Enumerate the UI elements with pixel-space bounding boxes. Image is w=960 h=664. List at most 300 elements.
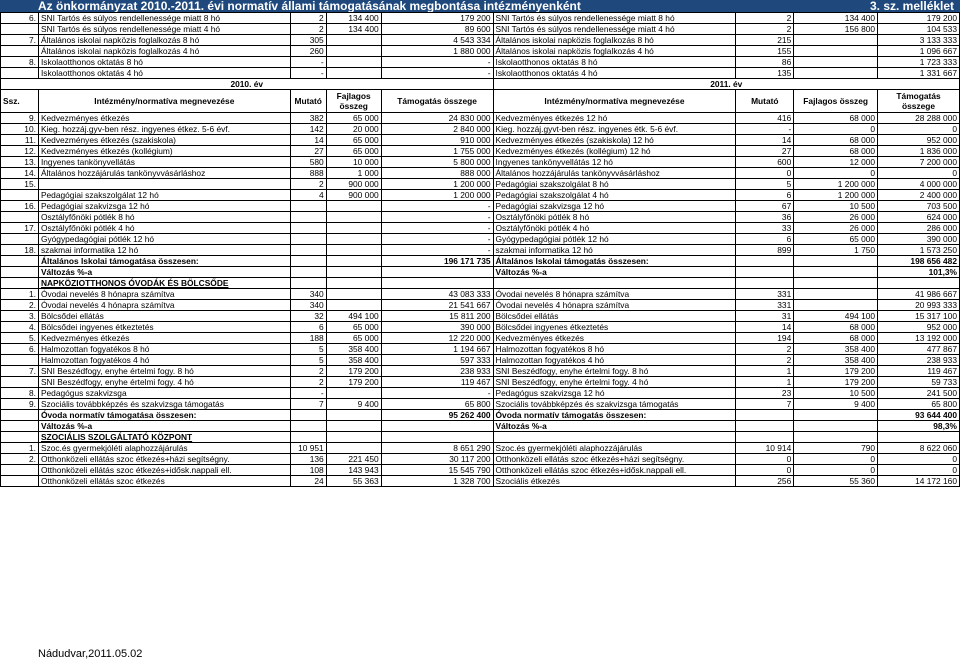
table-cell [736,278,794,289]
table-cell: SNI Beszédfogy, enyhe értelmi fogy. 8 hó [493,366,736,377]
table-cell [290,278,326,289]
table-cell [1,234,39,245]
table-row [1,46,960,57]
table-cell: 2 400 000 [878,190,960,201]
table-cell [326,256,381,267]
table-cell: 20 000 [326,124,381,135]
table-cell [794,432,878,443]
table-cell [326,421,381,432]
table-cell: 4. [1,322,39,333]
table-cell: Halmozottan fogyatékos 4 hó [38,355,290,366]
table-cell: 2 [736,24,794,35]
year-2011-label: 2011. év [493,79,959,90]
table-cell: Általános Iskolai támogatás összesen: [493,256,736,267]
table-cell: Otthonközeli ellátás szoc étkezés+idősk.nappali ell. [493,465,736,476]
table-cell [1,46,39,57]
table-cell: 382 [290,113,326,124]
table-cell: Gyógypedagógiai pótlék 12 hó [38,234,290,245]
table-cell [1,68,39,79]
table-cell: 4 543 334 [381,35,493,46]
table-cell [1,355,39,366]
table-row [1,300,960,311]
table-cell: Ingyenes tankönyvellátás [38,157,290,168]
table-cell: 221 450 [326,454,381,465]
table-cell: 68 000 [794,322,878,333]
table-row [1,256,960,267]
table-cell: 1 194 667 [381,344,493,355]
table-row [1,245,960,256]
table-cell: 703 500 [878,201,960,212]
table-cell [1,465,39,476]
table-cell: Gyógypedagógiai pótlék 12 hó [493,234,736,245]
table-cell: 3 133 333 [878,35,960,46]
table-cell: - [381,201,493,212]
table-cell: Szociális étkezés [493,476,736,487]
table-cell: 1 200 000 [381,179,493,190]
table-cell [326,245,381,256]
table-cell: 10. [1,124,39,135]
table-cell: 8 651 290 [381,443,493,454]
annex-label: 3. sz. melléklet [870,0,955,13]
table-row [1,190,960,201]
table-cell: 790 [794,443,878,454]
table-cell: 18. [1,245,39,256]
table-cell: 68 000 [794,113,878,124]
table-cell: 1 096 667 [878,46,960,57]
table-cell: 65 000 [326,322,381,333]
table-row [1,168,960,179]
table-cell: 2 [736,344,794,355]
table-cell: 390 000 [878,234,960,245]
table-cell: 286 000 [878,223,960,234]
col-header: Intézmény/normatíva megnevezése [493,90,736,113]
table-cell [326,388,381,399]
table-cell: 0 [736,465,794,476]
table-cell: 358 400 [794,355,878,366]
table-cell: 59 733 [878,377,960,388]
table-cell: 14 [290,135,326,146]
table-cell: Általános iskolai napközis foglalkozás 8 hó [493,35,736,46]
table-cell: 95 262 400 [381,410,493,421]
table-cell: Bölcsődei ingyenes étkeztetés [493,322,736,333]
table-cell [493,432,736,443]
table-cell [1,377,39,388]
table-cell: 215 [736,35,794,46]
table-cell [1,256,39,267]
table-cell: 26 000 [794,212,878,223]
col-header: Támogatás összege [878,90,960,113]
table-cell: Pedagógiai szakszolgálat 12 hó [38,190,290,201]
table-row [1,476,960,487]
document-header [0,0,960,12]
table-cell: Pedagógiai szakvizsga 12 hó [493,201,736,212]
table-row [1,113,960,124]
table-row [1,157,960,168]
table-cell [326,35,381,46]
table-cell: SNI Tartós és súlyos rendellenessége miatt 4 hó [38,24,290,35]
table-row [1,366,960,377]
table-cell: Változás %-a [38,267,290,278]
table-row [1,135,960,146]
table-cell: - [290,388,326,399]
table-cell: 31 [736,311,794,322]
table-cell: 5 800 000 [381,157,493,168]
table-cell: Otthonközeli ellátás szoc étkezés+házi segítségny. [493,454,736,465]
table-cell [326,234,381,245]
table-row [1,35,960,46]
table-row [1,344,960,355]
table-cell: Változás %-a [493,267,736,278]
subsidy-table [0,12,960,487]
table-cell [290,201,326,212]
table-cell: 134 400 [326,13,381,24]
table-cell: 0 [878,124,960,135]
table-cell: 900 000 [326,179,381,190]
table-cell: 179 200 [326,377,381,388]
table-cell: 65 000 [794,234,878,245]
table-cell [290,267,326,278]
table-cell: Szociális továbbképzés és szakvizsga támogatás [493,399,736,410]
table-cell: 0 [794,454,878,465]
table-cell: 108 [290,465,326,476]
column-header-row [1,90,960,113]
table-cell: 68 000 [794,146,878,157]
table-cell [326,212,381,223]
table-row [1,124,960,135]
table-row [1,322,960,333]
table-cell [326,68,381,79]
table-cell [326,278,381,289]
table-cell: 9 400 [794,399,878,410]
table-cell: NAPKÖZIOTTHONOS ÓVODÁK ÉS BÖLCSŐDE [38,278,290,289]
table-cell: - [381,234,493,245]
table-cell [290,421,326,432]
table-cell: 6 [736,190,794,201]
table-cell: 7 [290,399,326,410]
table-cell: 198 656 482 [878,256,960,267]
table-cell: 2 [290,179,326,190]
table-cell: 305 [290,35,326,46]
table-row [1,201,960,212]
table-cell: Osztályfőnöki pótlék 4 hó [493,223,736,234]
table-cell: Általános iskolai napközis foglalkozás 4 hó [493,46,736,57]
table-cell: 952 000 [878,322,960,333]
table-cell [326,223,381,234]
table-cell: Változás %-a [38,421,290,432]
table-cell: Halmozottan fogyatékos 8 hó [493,344,736,355]
table-row [1,410,960,421]
table-cell: 888 000 [381,168,493,179]
table-cell: 65 800 [878,399,960,410]
table-cell: 1 200 000 [794,190,878,201]
table-row [1,443,960,454]
table-cell: 188 [290,333,326,344]
table-row [1,421,960,432]
table-row [1,388,960,399]
table-cell: 0 [878,465,960,476]
table-cell: 7. [1,35,39,46]
table-row [1,267,960,278]
table-cell: 65 000 [326,333,381,344]
table-cell [326,443,381,454]
table-cell: Halmozottan fogyatékos 4 hó [493,355,736,366]
table-row [1,465,960,476]
table-cell: - [381,223,493,234]
table-cell: 142 [290,124,326,135]
table-cell: 27 [736,146,794,157]
table-cell: Kedvezményes étkezés 12 hó [493,113,736,124]
table-cell [326,410,381,421]
table-cell: Óvodai nevelés 8 hónapra számítva [493,289,736,300]
table-cell [1,190,39,201]
table-cell: 119 467 [381,377,493,388]
table-cell: 14 [736,135,794,146]
table-cell: 624 000 [878,212,960,223]
table-cell: 14 172 160 [878,476,960,487]
table-cell: 597 333 [381,355,493,366]
col-header: Mutató [736,90,794,113]
table-cell: Szociális továbbképzés és szakvizsga támogatás [38,399,290,410]
table-cell: 260 [290,46,326,57]
table-row [1,13,960,24]
table-cell: 24 [290,476,326,487]
table-cell: 23 [736,388,794,399]
table-cell: 0 [794,465,878,476]
table-cell: Óvoda normatív támogatás összesen: [493,410,736,421]
table-cell: 0 [794,168,878,179]
table-cell [794,278,878,289]
table-cell [794,46,878,57]
table-cell: 1. [1,289,39,300]
table-cell: Kedvezményes étkezés (szakiskola) [38,135,290,146]
table-cell: Halmozottan fogyatékos 8 hó [38,344,290,355]
col-header: Támogatás összege [381,90,493,113]
table-cell: Szoc.és gyermekjóléti alaphozzájárulás [38,443,290,454]
table-cell [794,421,878,432]
table-cell: 101,3% [878,267,960,278]
table-cell: Óvodai nevelés 8 hónapra számítva [38,289,290,300]
table-cell [381,432,493,443]
table-cell [736,267,794,278]
table-cell [290,432,326,443]
table-cell: 15 811 200 [381,311,493,322]
table-row [1,355,960,366]
table-cell [794,267,878,278]
table-cell: 241 500 [878,388,960,399]
table-cell: 494 100 [326,311,381,322]
table-cell [1,410,39,421]
table-cell: 119 467 [878,366,960,377]
table-cell: 900 000 [326,190,381,201]
table-cell [1,476,39,487]
table-cell: 4 000 000 [878,179,960,190]
table-cell: SZOCIÁLIS SZOLGÁLTATÓ KÖZPONT [38,432,290,443]
table-cell: - [381,212,493,223]
table-cell: Bölcsődei ellátás [38,311,290,322]
table-cell: 600 [736,157,794,168]
table-cell [736,421,794,432]
table-cell [878,432,960,443]
table-row [1,146,960,157]
table-cell: 67 [736,201,794,212]
table-cell: - [381,68,493,79]
table-cell: 888 [290,168,326,179]
table-cell: 194 [736,333,794,344]
table-cell [794,410,878,421]
table-cell: 580 [290,157,326,168]
table-cell: 15. [1,179,39,190]
table-cell [326,432,381,443]
table-cell: 12 220 000 [381,333,493,344]
table-cell: 16. [1,201,39,212]
table-cell: 9 400 [326,399,381,410]
table-cell: Osztályfőnöki pótlék 8 hó [493,212,736,223]
table-cell: SNI Tartós és súlyos rendellenessége miatt 4 hó [493,24,736,35]
table-cell: 55 363 [326,476,381,487]
table-cell [736,256,794,267]
table-cell: Kedvezményes étkezés (kollégium) [38,146,290,157]
table-cell [1,267,39,278]
table-cell [736,410,794,421]
table-cell: - [736,124,794,135]
table-cell: Óvoda normatív támogatása összesen: [38,410,290,421]
table-cell: 8. [1,388,39,399]
table-cell: 1 755 000 [381,146,493,157]
table-cell: 155 [736,46,794,57]
table-cell: 5 [290,344,326,355]
table-cell [38,179,290,190]
table-cell [794,68,878,79]
table-cell: 10 951 [290,443,326,454]
table-cell: 8 622 060 [878,443,960,454]
table-row [1,289,960,300]
table-cell: Kedvezményes étkezés (kollégium) 12 hó [493,146,736,157]
table-cell: 104 533 [878,24,960,35]
table-cell: 21 541 667 [381,300,493,311]
table-cell: Pedagógiai szakszolgálat 8 hó [493,179,736,190]
table-cell: 5 [736,179,794,190]
table-cell: Ingyenes tankönyvellátás 12 hó [493,157,736,168]
table-cell: 15 545 790 [381,465,493,476]
table-row [1,223,960,234]
table-cell: - [381,245,493,256]
table-row [1,454,960,465]
table-cell: 33 [736,223,794,234]
table-cell: 65 000 [326,146,381,157]
table-cell [290,212,326,223]
table-cell: 899 [736,245,794,256]
table-cell: Kieg. hozzáj.gyv-ben rész. ingyenes étkez. 5-6 évf. [38,124,290,135]
table-cell: Iskolaotthonos oktatás 4 hó [493,68,736,79]
table-cell: 26 000 [794,223,878,234]
table-cell: Pedagógiai szakszolgálat 4 hó [493,190,736,201]
table-cell: 65 000 [326,113,381,124]
table-cell: 98,3% [878,421,960,432]
table-cell [326,57,381,68]
table-cell: 30 117 200 [381,454,493,465]
table-cell: Iskolaotthonos oktatás 8 hó [38,57,290,68]
table-cell: 7 200 000 [878,157,960,168]
table-cell: SNI Tartós és súlyos rendellenessége miatt 8 hó [38,13,290,24]
table-cell: 0 [878,168,960,179]
table-cell: Otthonközeli ellátás szoc étkezés+házi segítségny. [38,454,290,465]
table-cell: 238 933 [381,366,493,377]
table-cell: Osztályfőnöki pótlék 4 hó [38,223,290,234]
table-cell: 24 830 000 [381,113,493,124]
table-cell: 2 840 000 [381,124,493,135]
table-cell: Pedagógiai szakvizsga 12 hó [38,201,290,212]
table-cell: SNI Beszédfogy, enyhe értelmi fogy. 4 hó [493,377,736,388]
table-cell: 17. [1,223,39,234]
table-cell: 416 [736,113,794,124]
table-cell: Kedvezményes étkezés [38,113,290,124]
table-cell: 331 [736,300,794,311]
table-cell: 4 [290,190,326,201]
table-cell: 0 [736,168,794,179]
table-cell: 43 083 333 [381,289,493,300]
table-cell: Általános iskolai napközis foglalkozás 4 hó [38,46,290,57]
table-cell: 1 750 [794,245,878,256]
table-cell: 12. [1,146,39,157]
table-cell: 10 500 [794,201,878,212]
table-cell [290,410,326,421]
table-cell: 55 360 [794,476,878,487]
table-cell: - [381,388,493,399]
table-cell: 6 [290,322,326,333]
table-cell: 12 000 [794,157,878,168]
table-cell: Szoc.és gyermekjóléti alaphozzájárulás [493,443,736,454]
table-cell: 238 933 [878,355,960,366]
table-cell: - [381,57,493,68]
table-cell [381,278,493,289]
table-cell: Otthonközeli ellátás szoc étkezés+idősk.nappali ell. [38,465,290,476]
table-cell: - [290,57,326,68]
table-cell [290,256,326,267]
table-cell: 134 400 [326,24,381,35]
table-cell [326,300,381,311]
table-cell: 358 400 [794,344,878,355]
table-cell: 32 [290,311,326,322]
table-cell: 2 [736,355,794,366]
table-cell: 1 200 000 [794,179,878,190]
table-cell: SNI Tartós és súlyos rendellenessége miatt 8 hó [493,13,736,24]
table-cell: 179 200 [878,13,960,24]
col-header: Fajlagos összeg [794,90,878,113]
table-cell: Iskolaotthonos oktatás 4 hó [38,68,290,79]
col-header: Fajlagos összeg [326,90,381,113]
table-cell [493,278,736,289]
table-cell: Pedagógus szakvizsga 12 hó [493,388,736,399]
table-cell: 5. [1,333,39,344]
table-cell: 2 [736,13,794,24]
table-cell: 15 317 100 [878,311,960,322]
table-cell [794,289,878,300]
table-cell [794,256,878,267]
table-cell: Változás %-a [493,421,736,432]
table-row [1,57,960,68]
table-cell [326,46,381,57]
table-cell: 256 [736,476,794,487]
document-title: Az önkormányzat 2010.-2011. évi normatív állami támogatásának megbontása intézményenként [38,0,581,13]
table-cell: 156 800 [794,24,878,35]
table-row [1,377,960,388]
table-cell: 68 000 [794,333,878,344]
table-cell: 2. [1,454,39,465]
table-cell: 952 000 [878,135,960,146]
table-cell: 13. [1,157,39,168]
table-cell: 10 500 [794,388,878,399]
table-cell: 910 000 [381,135,493,146]
